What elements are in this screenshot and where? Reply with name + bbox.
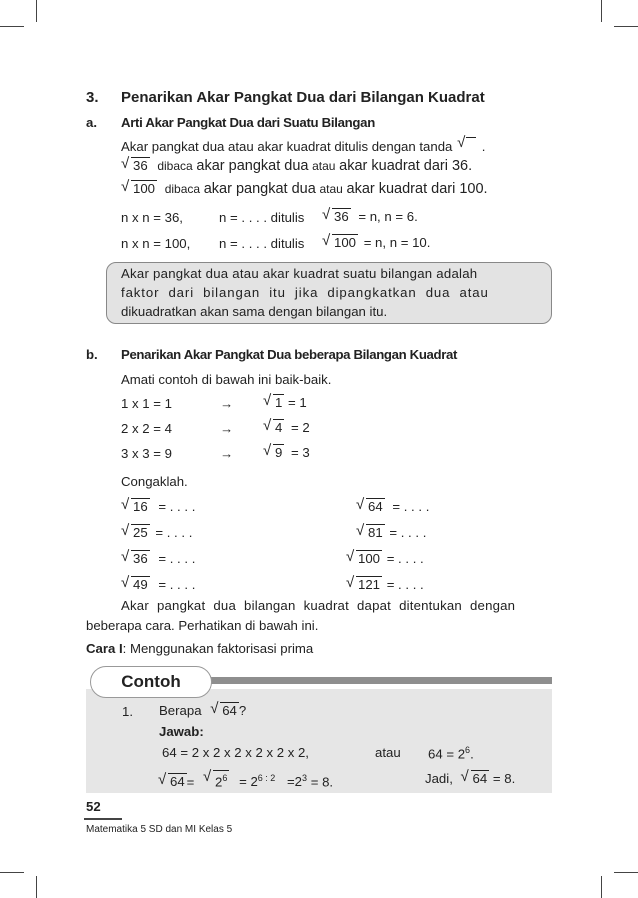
conclusion: [425, 770, 515, 786]
definition-line-1: Akar pangkat dua atau akar kuadrat suatu bilangan adalah: [121, 266, 478, 281]
power-form: $64 = 2^6$.: [428, 745, 474, 762]
solution-line: √ 64 = √ $2^6 = 2^{6 : 2} =2^3 = 8$.: [158, 770, 333, 789]
radical-64: √ 64: [462, 770, 490, 786]
equation-36-right: = n, n = 6.: [358, 209, 418, 224]
sqrt36-line: [121, 157, 472, 174]
radical-1: √ 1: [264, 394, 284, 410]
answer-blank: = . . . .: [389, 525, 427, 540]
answer-blank: = . . . .: [155, 525, 193, 540]
section-number: 3.: [86, 89, 99, 106]
example-header-bar: [200, 677, 552, 684]
intro-end: .: [481, 139, 486, 154]
answer-blank: = . . . .: [158, 499, 196, 514]
exercise-121: [346, 576, 424, 592]
b-intro: Amati contoh di bawah ini baik-baik.: [121, 372, 332, 387]
section-title: Penarikan Akar Pangkat Dua dari Bilangan Kuadrat: [121, 89, 485, 106]
cara-line: [86, 641, 313, 656]
example-3-right: [263, 444, 310, 460]
example-2-right: [263, 419, 310, 435]
example-1-right: [263, 394, 307, 410]
radical-100: √ 100: [323, 234, 358, 250]
radical-36: √ 36: [323, 208, 351, 224]
radical-64: √ 64: [159, 773, 187, 789]
example-1-result: = 1: [288, 395, 307, 410]
intro-line: [121, 137, 485, 154]
atau-word: atau: [312, 159, 336, 173]
radical-16: √ 16: [122, 498, 150, 514]
crop-mark-bottom-right-h: [614, 872, 638, 873]
answer-blank: = . . . .: [392, 499, 430, 514]
radical-36: √ 36: [122, 157, 150, 173]
answer-blank: = . . . .: [386, 577, 424, 592]
definition-line-3: dikuadratkan akan sama dengan bilangan itu.: [121, 304, 388, 319]
question: [159, 702, 246, 718]
intro-text: Akar pangkat dua atau akar kuadrat ditulis dengan tanda: [121, 139, 453, 154]
crop-mark-bottom-left-v: [36, 876, 37, 898]
factorization-line: 64 = 2 x 2 x 2 x 2 x 2 x 2,: [162, 745, 309, 760]
radical-49: √ 49: [122, 576, 150, 592]
crop-mark-top-left-v: [36, 0, 37, 22]
radical-25: √ 25: [122, 524, 150, 540]
akar-kuadrat-dari: akar kuadrat dari 100.: [346, 181, 488, 197]
sqrt-sign-icon: [458, 137, 472, 151]
radical-121: √ 121: [347, 576, 382, 592]
radical-4: √ 4: [264, 419, 284, 435]
cara-label: Cara I: [86, 641, 123, 656]
arrow-icon: →: [220, 446, 234, 461]
equation-100-right: = n, n = 10.: [363, 235, 431, 250]
equation-100-left: n x n = 100,: [121, 236, 191, 251]
arrow-icon: →: [220, 421, 234, 436]
exercise-25: [121, 524, 192, 540]
example-2-left: 2 x 2 = 4: [121, 421, 172, 436]
radical-100: √ 100: [122, 180, 157, 196]
equation-100-radical: [322, 234, 430, 250]
radical-64: √ 64: [357, 498, 385, 514]
subsection-a-title: Arti Akar Pangkat Dua dari Suatu Bilangan: [121, 115, 375, 130]
equation-100-mid: n = . . . . ditulis: [219, 236, 305, 251]
page-number: 52: [86, 799, 101, 814]
example-3-left: 3 x 3 = 9: [121, 446, 172, 461]
radical-36: √ 36: [122, 550, 150, 566]
atau-word: atau: [375, 745, 401, 760]
radical-2-pow-6: √ $2^6$: [204, 770, 229, 789]
paragraph-line-2: beberapa cara. Perhatikan di bawah ini.: [86, 618, 319, 633]
book-title: Matematika 5 SD dan MI Kelas 5: [86, 824, 233, 835]
paragraph-line-1: Akar pangkat dua bilangan kuadrat dapat ditentukan dengan: [121, 598, 516, 613]
crop-mark-top-right-h: [614, 26, 638, 27]
crop-mark-top-right-v: [601, 0, 602, 22]
radical-9: √ 9: [264, 444, 284, 460]
subsection-b-label: b.: [86, 347, 98, 362]
question-prefix: Berapa: [159, 703, 202, 718]
equation-36-left: n x n = 36,: [121, 210, 183, 225]
radical-81: √ 81: [357, 524, 385, 540]
example-1-left: 1 x 1 = 1: [121, 396, 172, 411]
exercise-49: [121, 576, 195, 592]
question-mark: ?: [238, 703, 247, 718]
subsection-a-label: a.: [86, 115, 97, 130]
akar-pangkat-dua: akar pangkat dua: [196, 158, 309, 174]
definition-line-2: faktor dari bilangan itu jika dipangkatkan dua atau: [121, 285, 489, 300]
footer-rule: [84, 818, 122, 820]
jawab-label: Jawab:: [159, 724, 204, 739]
sqrt100-line: [121, 180, 488, 197]
question-number: 1.: [122, 704, 133, 719]
akar-kuadrat-dari: akar kuadrat dari 36.: [339, 158, 473, 174]
dibaca-word: dibaca: [164, 182, 201, 196]
crop-mark-top-left-h: [0, 26, 24, 27]
answer-blank: = . . . .: [158, 577, 196, 592]
example-3-result: = 3: [291, 445, 310, 460]
crop-mark-bottom-left-h: [0, 872, 24, 873]
subsection-b-title: Penarikan Akar Pangkat Dua beberapa Bilangan Kuadrat: [121, 347, 458, 362]
exercise-16: [121, 498, 195, 514]
example-2-result: = 2: [291, 420, 310, 435]
jadi-word: Jadi,: [425, 771, 453, 786]
congaklah-label: Congaklah.: [121, 474, 188, 489]
cara-text: : Menggunakan faktorisasi prima: [122, 641, 314, 656]
akar-pangkat-dua: akar pangkat dua: [203, 181, 316, 197]
conclusion-result: = 8.: [492, 771, 516, 786]
atau-word: atau: [319, 182, 343, 196]
answer-blank: = . . . .: [158, 551, 196, 566]
dibaca-word: dibaca: [157, 159, 193, 173]
exercise-81: [356, 524, 426, 540]
exercise-100: [346, 550, 424, 566]
radical-100: √ 100: [347, 550, 382, 566]
answer-blank: = . . . .: [386, 551, 424, 566]
equation-36-mid: n = . . . . ditulis: [219, 210, 305, 225]
arrow-icon: →: [220, 396, 234, 411]
radical-64: √ 64: [211, 702, 239, 718]
equation-36-radical: [322, 208, 418, 224]
example-tab: Contoh: [90, 666, 212, 698]
exercise-64: [356, 498, 429, 514]
crop-mark-bottom-right-v: [601, 876, 602, 898]
exercise-36: [121, 550, 195, 566]
